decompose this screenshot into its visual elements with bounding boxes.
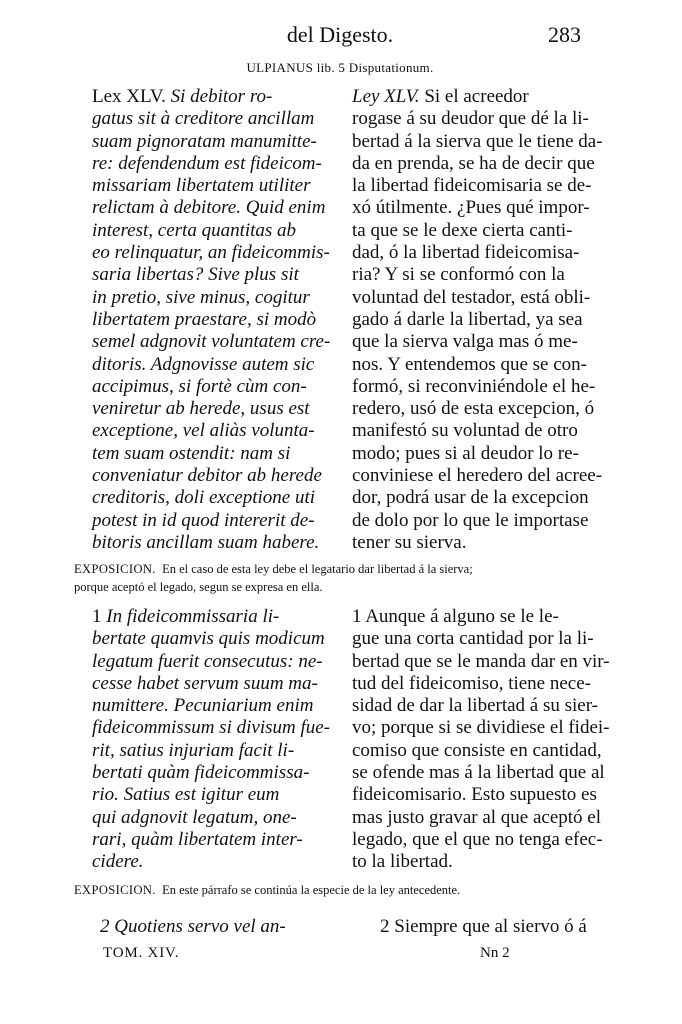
running-title: del Digesto. xyxy=(286,22,394,47)
exposition-section-1 xyxy=(74,881,614,899)
text-line: 1 In fideicommissaria li- xyxy=(92,606,280,627)
text-line: accipimus, si fortè cùm con- xyxy=(92,375,307,397)
text-line: interest, certa quantitas ab xyxy=(92,219,297,241)
text-line: cidere. xyxy=(92,851,144,873)
text-line: bertati quàm fideicommissa- xyxy=(92,762,310,784)
text-line: in pretio, sive minus, cogitur xyxy=(92,286,310,308)
exposition-label: EXPOSICION. xyxy=(74,562,156,576)
text-line: creditoris, doli exceptione uti xyxy=(92,487,316,509)
text-line: dor, podrá usar de la excepcion xyxy=(352,487,589,509)
page-number: 283 xyxy=(548,22,581,47)
exposition-lex-45 xyxy=(74,560,614,596)
text-line: mas justo gravar al que aceptó el xyxy=(352,806,602,828)
text-line: conviniese el heredero del acree- xyxy=(352,465,603,487)
text-line: rio. Satius est igitur eum xyxy=(92,784,280,806)
text-line: saria libertas? Sive plus sit xyxy=(92,264,299,286)
text-line: da en prenda, se ha de decir que xyxy=(352,152,595,174)
text-line: tener su sierva. xyxy=(352,531,467,553)
text-line: ta que se le dexe cierta canti- xyxy=(352,219,573,241)
exposition-line xyxy=(74,560,614,578)
text-line: to la libertad. xyxy=(352,851,453,873)
text-line: que la sierva valga mas ó me- xyxy=(352,331,578,353)
text-line: nos. Y entendemos que se con- xyxy=(352,353,587,375)
text-line: dad, ó la libertad fideicomisa- xyxy=(352,242,580,264)
text-line: formó, si reconviniéndole el he- xyxy=(352,375,596,397)
text-line: xó útilmente. ¿Pues qué impor- xyxy=(352,197,590,219)
text-line: tud del fideicomiso, tiene nece- xyxy=(352,672,591,694)
text-line: se ofende mas á la libertad que al xyxy=(352,762,605,784)
text-line: re: defendendum est fideicom- xyxy=(92,152,322,174)
text-line: rogase á su deudor que dé la li- xyxy=(352,108,589,130)
text-line: bertate quamvis quis modicum xyxy=(92,628,325,650)
text-line: rari, quàm libertatem inter- xyxy=(92,828,303,850)
text-line: suam pignoratam manumitte- xyxy=(92,130,317,152)
volume-signature: TOM. XIV. xyxy=(103,945,180,961)
text-line: numittere. Pecuniarium enim xyxy=(92,695,314,717)
section-2-latin-start: 2 Quotiens servo vel an- xyxy=(100,916,286,937)
text-line: potest in id quod intererit de- xyxy=(92,509,315,531)
text-line: legado, que el que no tenga efec- xyxy=(352,828,603,850)
text-line: legatum fuerit consecutus: ne- xyxy=(92,650,323,672)
section-2-spanish-start: 2 Siempre que al siervo ó á xyxy=(380,916,587,937)
text-line: 1 Aunque á alguno se le le- xyxy=(352,606,559,627)
section-1-spanish-text xyxy=(352,606,614,874)
text-line: gatus sit à creditore ancillam xyxy=(92,108,315,130)
text-line: fideicomisario. Esto supuesto es xyxy=(352,784,597,806)
text-line: bitoris ancillam suam habere. xyxy=(92,531,320,553)
text-line: exceptione, vel aliàs volunta- xyxy=(92,420,315,442)
text-line: libertatem praestare, si modò xyxy=(92,308,317,330)
text-line: veniretur ab herede, usus est xyxy=(92,398,310,420)
text-line: vo; porque si se dividiese el fidei- xyxy=(352,717,610,739)
text-line: gue una corta cantidad por la li- xyxy=(352,628,594,650)
exposition-line: porque aceptó el legado, segun se expresa en ella. xyxy=(74,580,323,594)
text-line: de dolo por lo que le importase xyxy=(352,509,589,531)
text-line: Ley XLV. Si el acreedor xyxy=(352,86,529,107)
text-line: qui adgnovit legatum, one- xyxy=(92,806,297,828)
text-line: sidad de dar la libertad á su sier- xyxy=(352,695,598,717)
text-line: comiso que consiste en cantidad, xyxy=(352,739,602,761)
exposition-label: EXPOSICION. xyxy=(74,883,156,897)
text-line: missariam libertatem utiliter xyxy=(92,175,311,197)
source-citation: ULPIANUS lib. 5 Disputationum. xyxy=(246,60,434,75)
text-line: modo; pues si al deudor lo re- xyxy=(352,442,579,464)
text-line: bertad á la sierva que le tiene da- xyxy=(352,130,603,152)
text-line: tem suam ostendit: nam si xyxy=(92,442,291,464)
text-line: fideicommissum si divisum fue- xyxy=(92,717,331,739)
text-line: cesse habet servum suum ma- xyxy=(92,672,318,694)
text-line: eo relinquatur, an fideicommis- xyxy=(92,242,330,264)
text-line: voluntad del testador, está obli- xyxy=(352,286,591,308)
text-line: semel adgnovit voluntatem cre- xyxy=(92,331,331,353)
exposition-text: En este párrafo se continúa la especie de la ley antecedente. xyxy=(162,883,461,897)
section-1-latin-text xyxy=(92,606,342,874)
exposition-line xyxy=(74,881,614,899)
text-line: bertad que se le manda dar en vir- xyxy=(352,650,610,672)
law-number: Ley XLV. xyxy=(352,86,420,107)
text-line: Lex XLV. Si debitor ro- xyxy=(92,86,273,107)
text-line: ditoris. Adgnovisse autem sic xyxy=(92,353,315,375)
text-line: redero, usó de esta excepcion, ó xyxy=(352,398,595,420)
text-line: relictam à debitore. Quid enim xyxy=(92,197,326,219)
text-line: gado á darle la libertad, ya sea xyxy=(352,308,583,330)
law-number: Lex XLV. xyxy=(92,86,166,107)
text-line: rit, satius injuriam facit li- xyxy=(92,739,295,761)
text-line: conveniatur debitor ab herede xyxy=(92,465,322,487)
ley-45-spanish-text xyxy=(352,86,614,554)
text-line: ria? Y si se conformó con la xyxy=(352,264,565,286)
paragraph-number: 1 xyxy=(92,606,102,627)
lex-45-latin-text xyxy=(92,86,342,554)
text-line: manifestó su voluntad de otro xyxy=(352,420,578,442)
gathering-mark: Nn 2 xyxy=(480,945,510,961)
exposition-text: En el caso de esta ley debe el legatario dar libertad á la sierva; xyxy=(162,562,473,576)
text-line: la libertad fideicomisaria se de- xyxy=(352,175,592,197)
